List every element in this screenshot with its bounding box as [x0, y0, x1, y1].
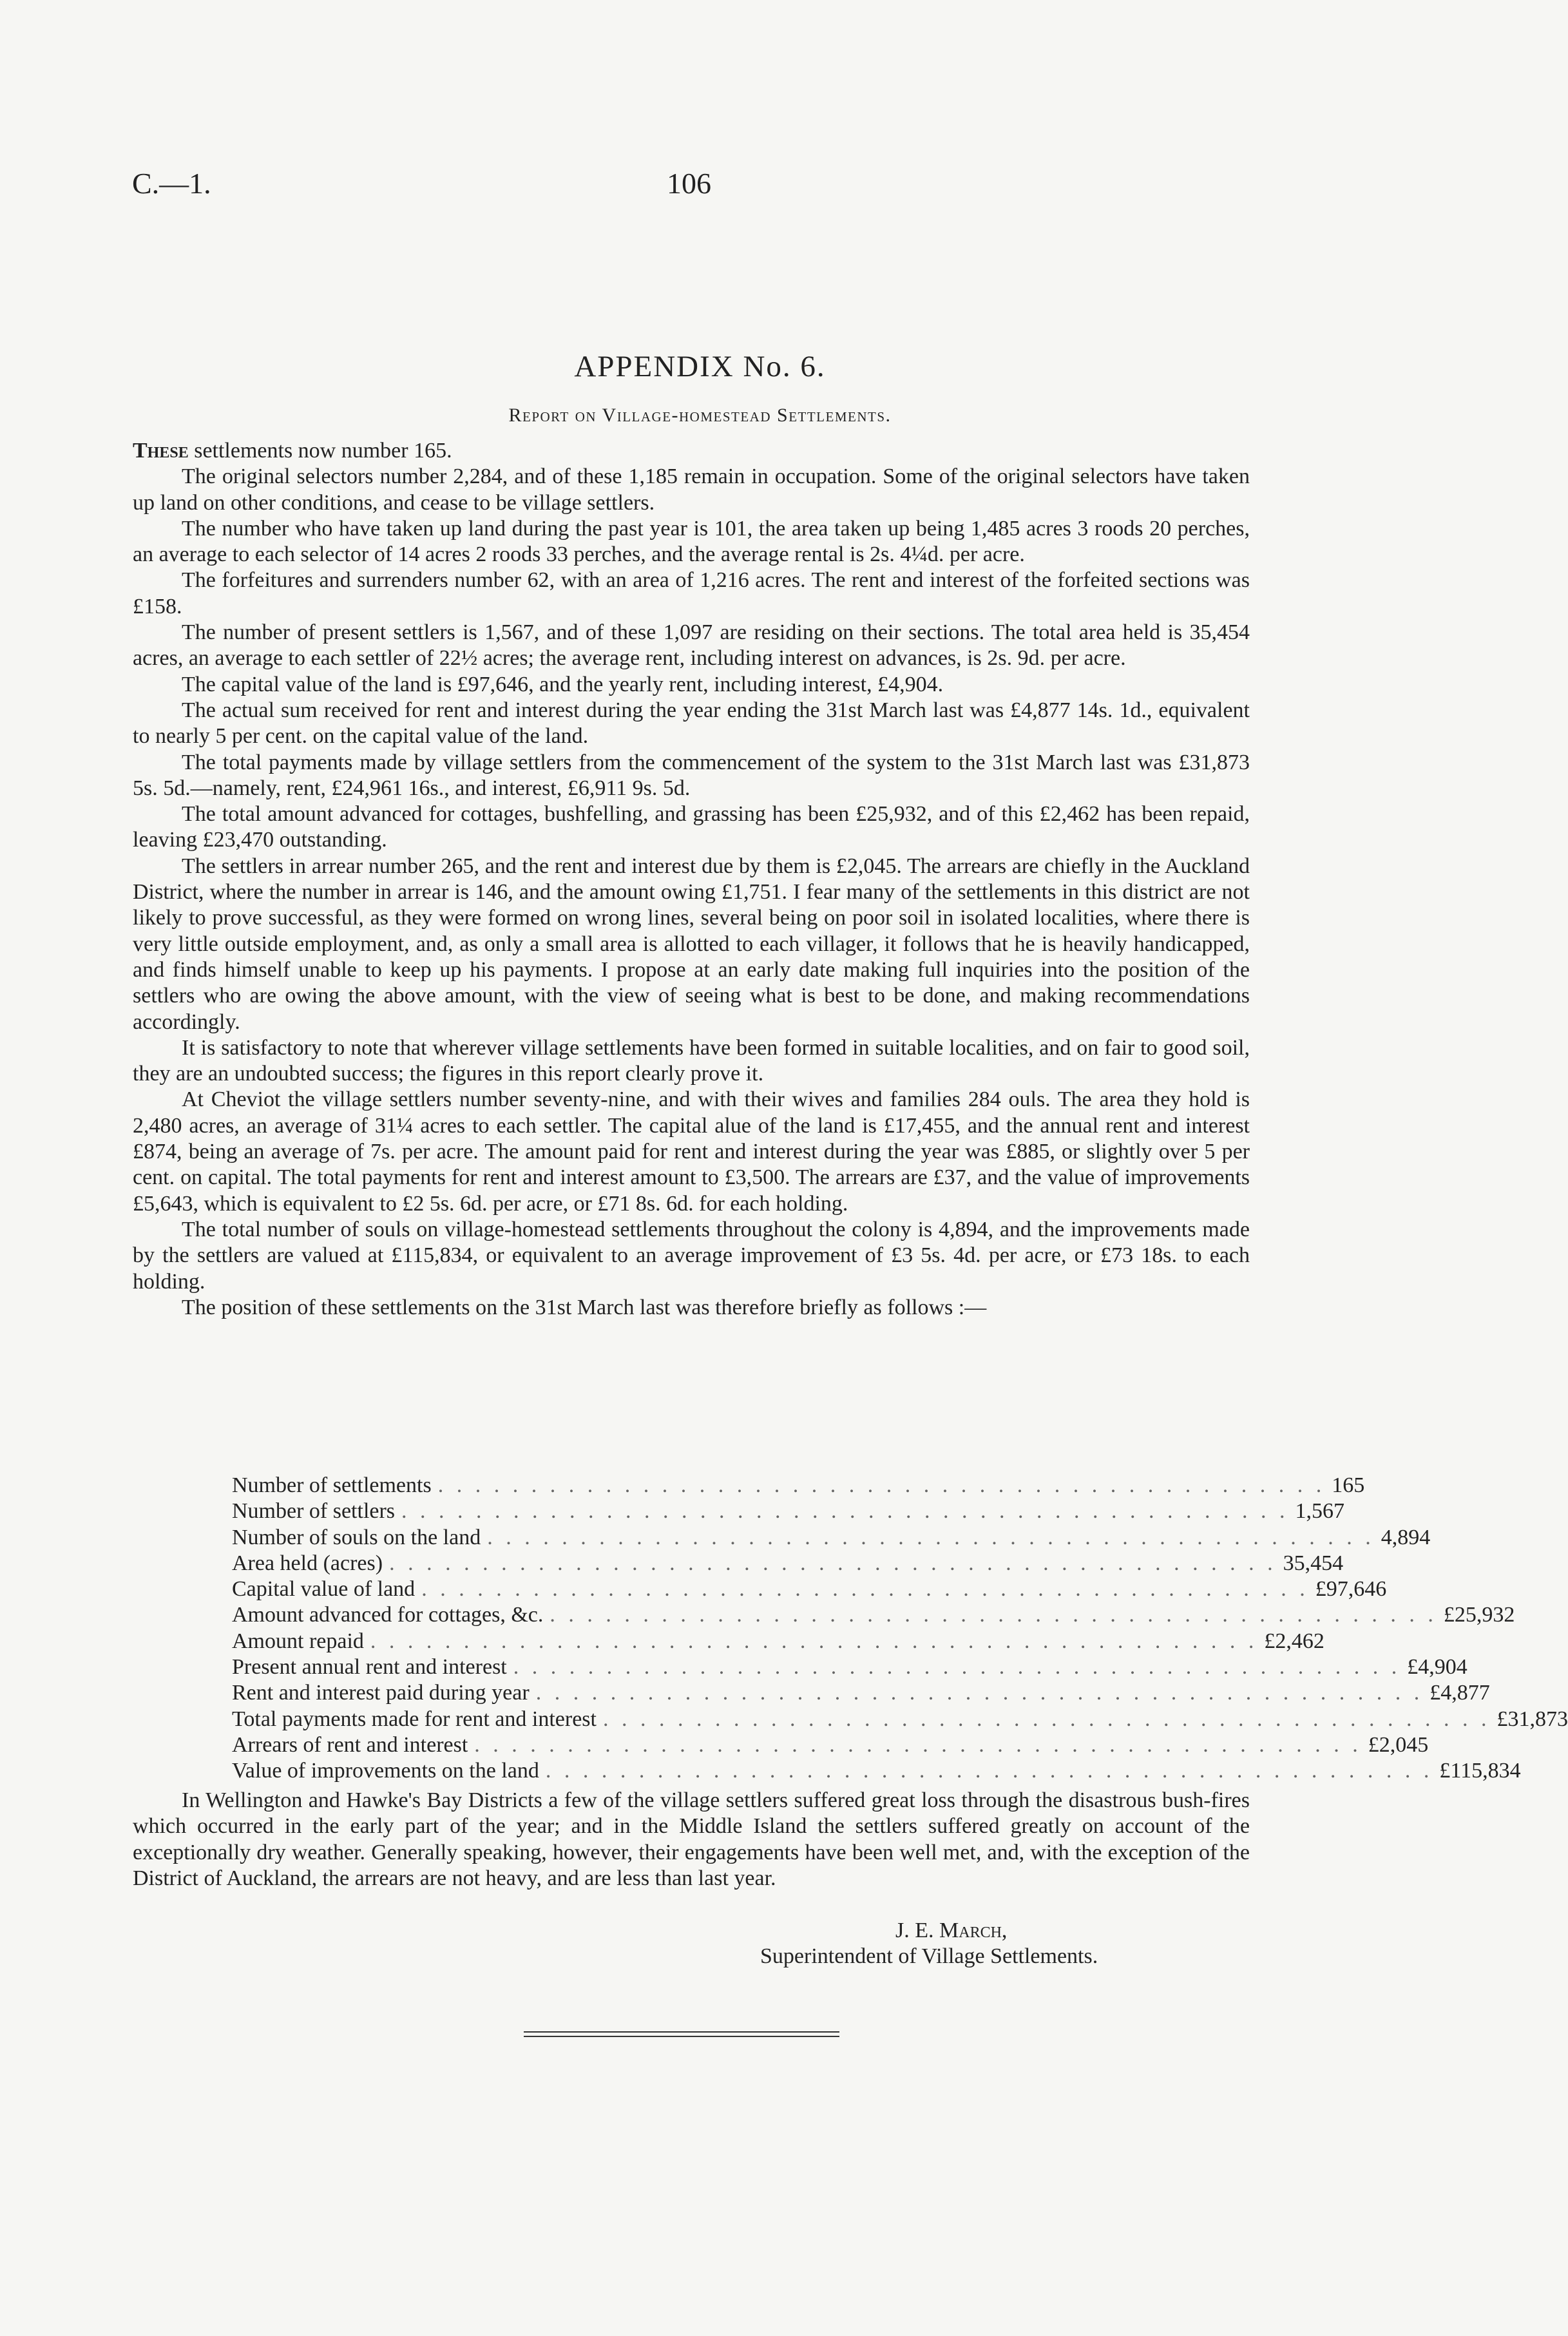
table-row: Area held (acres) . . . . . . . . . . . . . . . . . . . . . . . . . . . . . . . . . . . . . . . . . . . . . . . . 35,454 — [232, 1551, 1344, 1575]
paragraph: The position of these settlements on the 31st March last was therefore briefly as follows :— — [182, 1295, 987, 1319]
paragraph: The total payments made by village settlers from the commencement of the system to the 31st March last was £31,873 5s. 5d.—namely, rent, £24,961 16s., and interest, £6,911 9s. 5d. — [133, 750, 1250, 800]
paragraph: The original selectors number 2,284, and of these 1,185 remain in occupation. Some of the original selectors have taken up land on other conditions, and cease to be village settlers. — [133, 464, 1250, 515]
table-row: Rent and interest paid during year . . . . . . . . . . . . . . . . . . . . . . . . . . . . . . . . . . . . . . . . . . . . . . . . £4,877 — [232, 1681, 1490, 1705]
table-row: Number of souls on the land . . . . . . . . . . . . . . . . . . . . . . . . . . . . . . . . . . . . . . . . . . . . . . . . 4,894 — [232, 1525, 1431, 1549]
table-row: Amount advanced for cottages, &c. . . . . . . . . . . . . . . . . . . . . . . . . . . . . . . . . . . . . . . . . . . . . . . . . £25,932 — [232, 1603, 1515, 1627]
summary-table — [232, 1473, 1568, 1785]
closing-paragraph: In Wellington and Hawke's Bay Districts a few of the village settlers suffered great loss through the disastrous bush-fires which occurred in the early part of the year; and in the Middle Island the settlers suffered greatly on account of the exceptionally dry weather. Generally speaking, however, their engagements have been well met, and, with the exception of the District of Auckland, the arrears are not heavy, and are less than last year. — [133, 1788, 1250, 1890]
paragraph: The settlers in arrear number 265, and the rent and interest due by them is £2,045. The arrears are chiefly in the Auckland District, where the number in arrear is 146, and the amount owing £1,751. I fear many of the settlements in this district are not likely to prove successful, as they were formed on wrong lines, several being on poor soil in isolated localities, where there is very little outside employment, and, as only a small area is allotted to each villager, it follows that he is heavily handicapped, and finds himself unable to keep up his payments. I propose at an early date making full inquiries into the position of the settlers who are owing the above amount, with the view of seeing what is best to be done, and making recommendations accordingly. — [133, 854, 1250, 1034]
table-row: Value of improvements on the land . . . . . . . . . . . . . . . . . . . . . . . . . . . . . . . . . . . . . . . . . . . . . . . . £115,834 — [232, 1759, 1521, 1783]
paragraph: It is satisfactory to note that wherever village settlements have been formed in suitable localities, and on fair to good soil, they are an undoubted success; the figures in this report clearly prove it. — [133, 1035, 1250, 1086]
closing-section — [133, 1788, 1250, 1891]
page-number: 106 — [667, 167, 711, 200]
paragraph-lead-word: These — [133, 439, 189, 463]
end-rule-top — [524, 2031, 839, 2033]
signature-title: Superintendent of Village Settlements. — [760, 1944, 1098, 1968]
signature-name: J. E. March, — [895, 1919, 1008, 1942]
end-rule-bottom — [524, 2036, 839, 2037]
table-row: Number of settlers . . . . . . . . . . . . . . . . . . . . . . . . . . . . . . . . . . . . . . . . . . . . . . . . 1,567 — [232, 1499, 1345, 1524]
table-row: Number of settlements . . . . . . . . . . . . . . . . . . . . . . . . . . . . . . . . . . . . . . . . . . . . . . . . 165 — [232, 1473, 1365, 1497]
paragraph: The actual sum received for rent and interest during the year ending the 31st March last was £4,877 14s. 1d., equivalent to nearly 5 per cent. on the capital value of the land. — [133, 698, 1250, 749]
paragraph: The number of present settlers is 1,567, and of these 1,097 are residing on their sections. The total area held is 35,454 acres, an average to each settler of 22½ acres; the average rent, including interest on advances, is 2s. 9d. per acre. — [133, 620, 1250, 671]
paragraph: The number who have taken up land during the past year is 101, the area taken up being 1,485 acres 3 roods 20 perches, an average to each selector of 14 acres 2 roods 33 perches, and the average rental is 2s. 4¼d. per acre. — [133, 516, 1250, 567]
table-row: Present annual rent and interest . . . . . . . . . . . . . . . . . . . . . . . . . . . . . . . . . . . . . . . . . . . . . . . . £4,904 — [232, 1655, 1468, 1680]
document-code: C.—1. — [132, 167, 211, 200]
paragraph: These settlements now number 165. — [133, 439, 452, 463]
paragraph: The total number of souls on village-homestead settlements throughout the colony is 4,894, and the improvements made by the settlers are valued at £115,834, or equivalent to an average improvement of £3 5s. 4d. per acre, or £73 18s. to each holding. — [133, 1217, 1250, 1294]
table-row: Arrears of rent and interest . . . . . . . . . . . . . . . . . . . . . . . . . . . . . . . . . . . . . . . . . . . . . . . . £2,045 — [232, 1732, 1429, 1757]
paragraph: The total amount advanced for cottages, bushfelling, and grassing has been £25,932, and of this £2,462 has been repaid, leaving £23,470 outstanding. — [133, 802, 1250, 852]
appendix-title: APPENDIX No. 6. — [574, 350, 826, 383]
table-row: Capital value of land . . . . . . . . . . . . . . . . . . . . . . . . . . . . . . . . . . . . . . . . . . . . . . . . £97,646 — [232, 1577, 1387, 1602]
paragraph: The forfeitures and surrenders number 62, with an area of 1,216 acres. The rent and interest of the forfeited sections was £158. — [133, 568, 1250, 618]
table-row: Amount repaid . . . . . . . . . . . . . . . . . . . . . . . . . . . . . . . . . . . . . . . . . . . . . . . . £2,462 — [232, 1629, 1324, 1653]
table-row: Total payments made for rent and interest . . . . . . . . . . . . . . . . . . . . . . . . . . . . . . . . . . . . . . . . . . . . . . . . £31,873 — [232, 1707, 1568, 1731]
paragraph: At Cheviot the village settlers number seventy-nine, and with their wives and families 284 ouls. The area they hold is 2,480 acres, an average of 31¼ acres to each settler. The capital alue of the land is £17,455, and the annual rent and interest £874, being an average of 7s. per acre. The amount paid for rent and interest during the year was £885, or slightly over 5 per cent. on capital. The total payments for rent and interest amount to £3,500. The arrears are £37, and the value of improvements £5,643, which is equivalent to £2 5s. 6d. per acre, or £71 8s. 6d. for each holding. — [133, 1087, 1250, 1216]
report-body — [133, 438, 1250, 1321]
paragraph: The capital value of the land is £97,646, and the yearly rent, including interest, £4,904. — [182, 672, 944, 696]
report-subtitle: Report on Village-homestead Settlements. — [508, 405, 892, 426]
